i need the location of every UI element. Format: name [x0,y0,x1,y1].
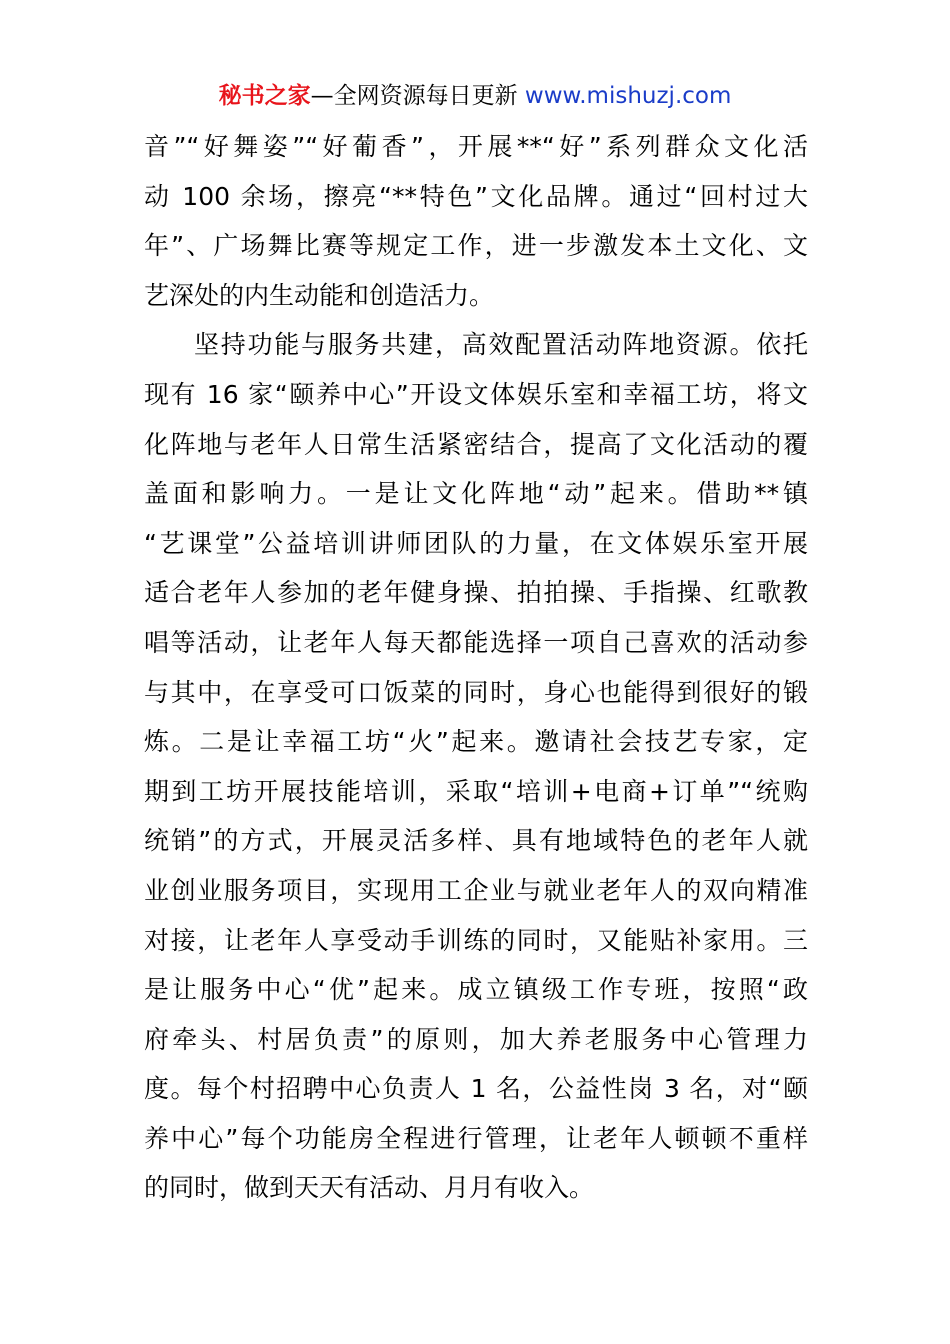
text-line: 对接，让老年人享受动手训练的同时，又能贴补家用。三 [144,925,808,955]
text-line: 与其中，在享受可口饭菜的同时，身心也能得到很好的锻 [144,677,808,707]
text-line: 统销”的方式，开展灵活多样、具有地域特色的老年人就 [144,826,808,856]
text-line: 现有 16 家“颐养中心”开设文体娱乐室和幸福工坊，将文 [144,379,808,409]
text-line: 是让服务中心“优”起来。成立镇级工作专班，按照“政 [144,975,808,1005]
text-line: 期到工坊开展技能培训，采取“培训+电商+订单”“统购 [144,776,808,806]
text-line: 度。每个村招聘中心负责人 1 名，公益性岗 3 名，对“颐 [144,1074,808,1104]
text-line: 唱等活动，让老年人每天都能选择一项自己喜欢的活动参 [144,627,808,657]
header-tagline: —全网资源每日更新 [310,83,518,109]
text-line: 动 100 余场，擦亮“**特色”文化品牌。通过“回村过大 [144,181,808,211]
text-line: 养中心”每个功能房全程进行管理，让老年人顿顿不重样 [144,1123,808,1153]
text-line: 适合老年人参加的老年健身操、拍拍操、手指操、红歌教 [144,578,808,608]
page-header [0,80,950,112]
text-line: 音”“好舞姿”“好葡香”，开展**“好”系列群众文化活 [144,132,808,161]
text-line: 盖面和影响力。一是让文化阵地“动”起来。借助**镇 [144,479,808,509]
text-line: 年”、广场舞比赛等规定工作，进一步激发本土文化、文 [144,231,808,261]
text-line: 艺深处的内生动能和创造活力。 [144,280,495,310]
text-line: 坚持功能与服务共建，高效配置活动阵地资源。依托 [194,330,808,360]
header-url[interactable]: www.mishuzj.com [524,83,732,109]
text-line: 业创业服务项目，实现用工企业与就业老年人的双向精准 [144,875,808,905]
text-line: 的同时，做到天天有活动、月月有收入。 [144,1173,595,1203]
text-line: 炼。二是让幸福工坊“火”起来。邀请社会技艺专家，定 [144,727,808,757]
text-line: 府牵头、村居负责”的原则，加大养老服务中心管理力 [144,1024,808,1054]
text-line: 化阵地与老年人日常生活紧密结合，提高了文化活动的覆 [144,429,808,459]
document-body [144,122,808,1213]
text-line: “艺课堂”公益培训讲师团队的力量，在文体娱乐室开展 [144,528,808,558]
header-brand: 秘书之家 [218,83,311,109]
